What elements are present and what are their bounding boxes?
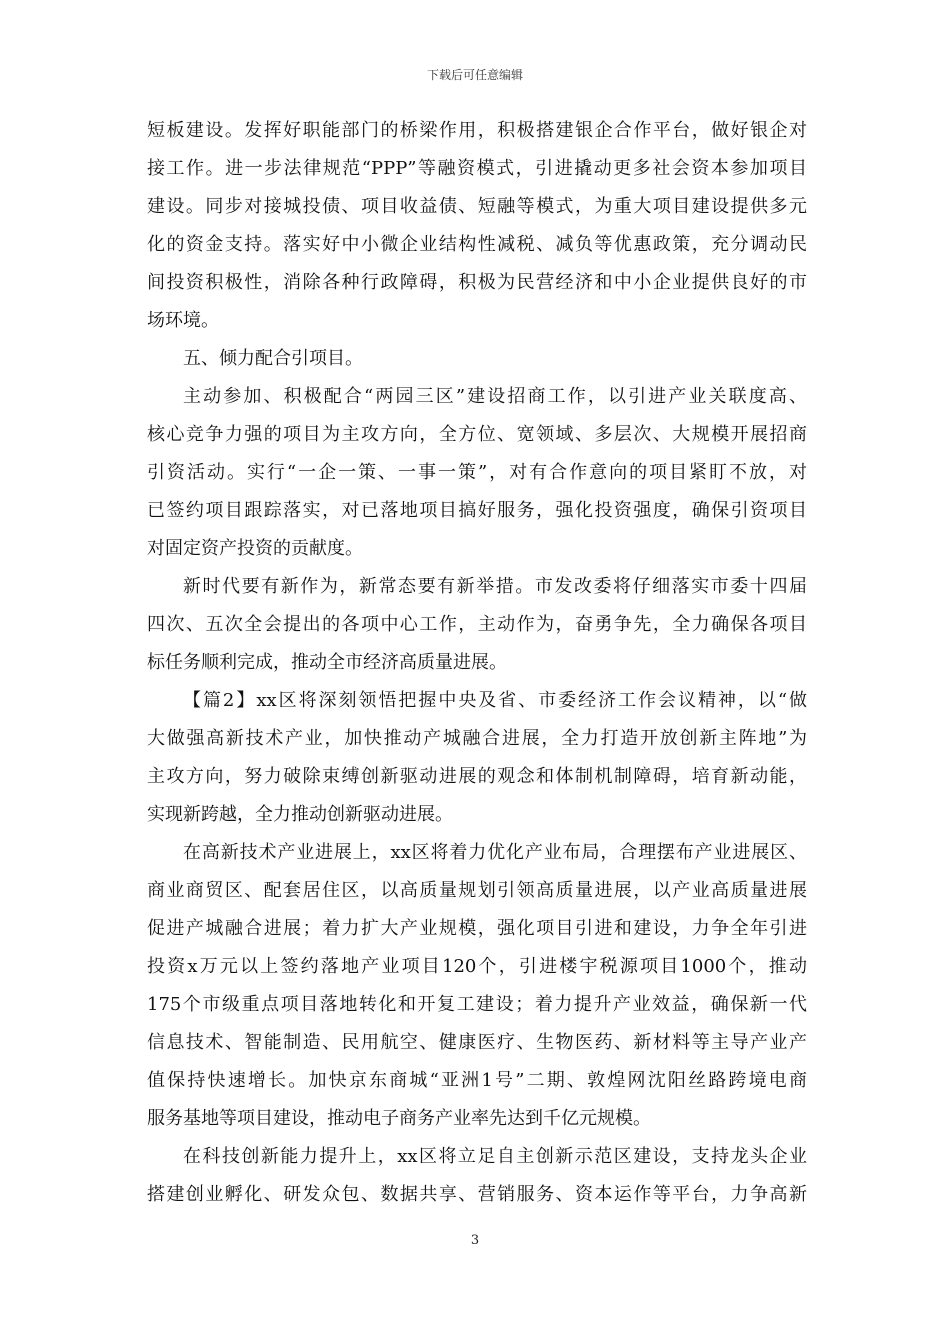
page-number: 3 (470, 1233, 480, 1248)
text-line: 促进产城融合进展；着力扩大产业规模，强化项目引进和建设，力争全年引进 (147, 918, 807, 939)
text-line: 商业商贸区、配套居住区，以高质量规划引领高质量进展，以产业高质量进展 (147, 880, 807, 901)
text-line: 引资活动。实行“一企一策、一事一策”，对有合作意向的项目紧盯不放，对 (147, 462, 807, 483)
text-line: 在科技创新能力提升上，xx区将立足自主创新示范区建设，支持龙头企业 (183, 1146, 807, 1167)
text-line: 新时代要有新作为，新常态要有新举措。市发改委将仔细落实市委十四届 (183, 576, 807, 597)
text-line: 实现新跨越，全力推动创新驱动进展。 (147, 804, 453, 825)
text-line: 主攻方向，努力破除束缚创新驱动进展的观念和体制机制障碍，培育新动能， (147, 766, 807, 787)
text-line: 175个市级重点项目落地转化和开复工建设；着力提升产业效益，确保新一代 (147, 994, 807, 1015)
text-line: 【篇2】xx区将深刻领悟把握中央及省、市委经济工作会议精神，以“做 (183, 690, 807, 711)
text-line: 在高新技术产业进展上，xx区将着力优化产业布局，合理摆布产业进展区、 (183, 842, 807, 863)
paragraph (147, 378, 807, 568)
text-line: 大做强高新技术产业，加快推动产城融合进展，全力打造开放创新主阵地”为 (147, 728, 807, 749)
text-line: 场环境。 (147, 310, 219, 331)
paragraph (147, 1138, 807, 1214)
text-line: 标任务顺利完成，推动全市经济高质量进展。 (147, 652, 507, 673)
paragraph (147, 682, 807, 834)
text-line: 已签约项目跟踪落实，对已落地项目搞好服务，强化投资强度，确保引资项目 (147, 500, 807, 521)
text-line: 短板建设。发挥好职能部门的桥梁作用，积极搭建银企合作平台，做好银企对 (147, 120, 807, 141)
text-line: 核心竞争力强的项目为主攻方向，全方位、宽领域、多层次、大规模开展招商 (147, 424, 807, 445)
document-body (147, 112, 807, 1214)
text-line: 服务基地等项目建设，推动电子商务产业率先达到千亿元规模。 (147, 1108, 651, 1129)
text-line: 化的资金支持。落实好中小微企业结构性减税、减负等优惠政策，充分调动民 (147, 234, 807, 255)
text-line: 五、倾力配合引项目。 (183, 348, 363, 369)
text-line: 投资x万元以上签约落地产业项目120个，引进楼宇税源项目1000个，推动 (147, 956, 807, 977)
paragraph (147, 834, 807, 1138)
text-line: 值保持快速增长。加快京东商城“亚洲1号”二期、敦煌网沈阳丝路跨境电商 (147, 1070, 807, 1091)
text-line: 四次、五次全会提出的各项中心工作，主动作为，奋勇争先，全力确保各项目 (147, 614, 807, 635)
paragraph (147, 568, 807, 682)
text-line: 信息技术、智能制造、民用航空、健康医疗、生物医药、新材料等主导产业产 (147, 1032, 807, 1053)
paragraph (147, 112, 807, 340)
text-line: 主动参加、积极配合“两园三区”建设招商工作，以引进产业关联度高、 (183, 386, 807, 407)
text-line: 接工作。进一步法律规范“PPP”等融资模式，引进撬动更多社会资本参加项目 (147, 158, 807, 179)
text-line: 间投资积极性，消除各种行政障碍，积极为民营经济和中小企业提供良好的市 (147, 272, 807, 293)
text-line: 对固定资产投资的贡献度。 (147, 538, 363, 559)
page-header: 下载后可任意编辑 (426, 68, 523, 82)
text-line: 搭建创业孵化、研发众包、数据共享、营销服务、资本运作等平台，力争高新 (147, 1184, 807, 1205)
section-heading (147, 340, 807, 378)
text-line: 建设。同步对接城投债、项目收益债、短融等模式，为重大项目建设提供多元 (147, 196, 807, 217)
